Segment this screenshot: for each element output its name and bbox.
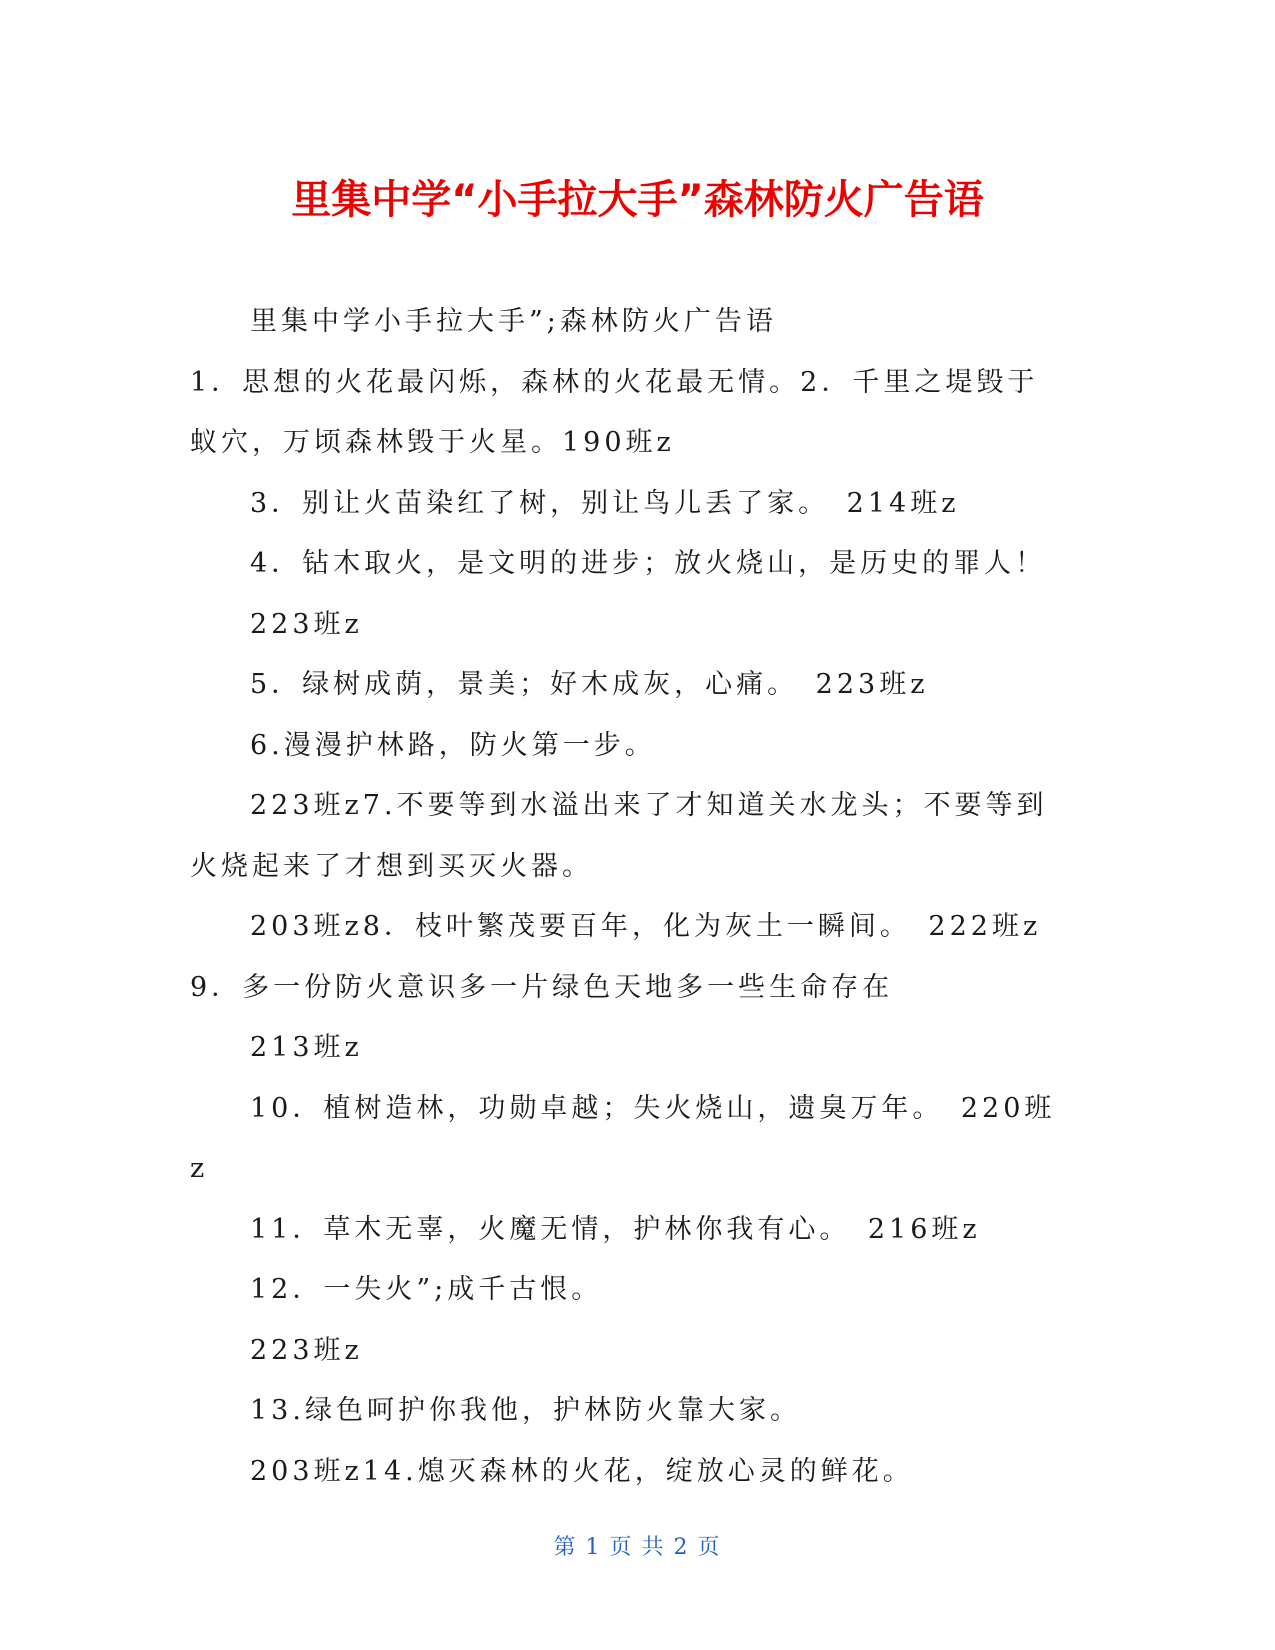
paragraph: 11．草木无辜，火魔无情，护林你我有心。 216班z xyxy=(250,1213,981,1245)
paragraph: 223班z xyxy=(250,608,363,640)
paragraph: 10．植树造林，功勋卓越；失火烧山，遗臭万年。 220班z xyxy=(190,1092,1056,1184)
paragraph: 4．钻木取火，是文明的进步；放火烧山，是历史的罪人！ xyxy=(250,548,1047,579)
footer-page-label: 第 xyxy=(553,1535,578,1560)
footer-total-label: 共 xyxy=(641,1535,666,1560)
footer-total-pages: 2 xyxy=(673,1535,690,1560)
paragraph: 3．别让火苗染红了树，别让鸟儿丢了家。 214班z xyxy=(250,487,960,519)
paragraph: 213班z xyxy=(250,1032,363,1063)
page-footer xyxy=(0,1530,1275,1561)
paragraph: 223班z xyxy=(250,1334,363,1366)
paragraph: 203班z14.熄灭森林的火花，绽放心灵的鲜花。 xyxy=(250,1455,914,1487)
footer-page-unit: 页 xyxy=(609,1535,634,1560)
paragraph: 9．多一份防火意识多一片绿色天地多一些生命存在 xyxy=(190,971,894,1003)
footer-total-unit: 页 xyxy=(697,1535,722,1560)
paragraph: 1．思想的火花最闪烁，森林的火花最无情。2．千里之堤毁于蚁穴，万顷森林毁于火星。190班z xyxy=(190,366,1039,458)
paragraph: 203班z8．枝叶繁茂要百年，化为灰土一瞬间。 222班z xyxy=(250,911,1042,942)
paragraph: 223班z7.不要等到水溢出来了才知道关水龙头；不要等到火烧起来了才想到买灭火器。 xyxy=(190,790,1048,882)
document-title: 里集中学“小手拉大手”森林防火广告语 xyxy=(291,177,984,223)
paragraph: 6.漫漫护林路，防火第一步。 xyxy=(250,729,656,761)
paragraph: 12．一失火”;成千古恨。 xyxy=(250,1274,603,1305)
paragraph: 里集中学小手拉大手”;森林防火广告语 xyxy=(250,306,777,337)
document-body xyxy=(190,292,1060,1502)
footer-current-page: 1 xyxy=(585,1535,602,1560)
paragraph: 13.绿色呵护你我他，护林防火靠大家。 xyxy=(250,1395,801,1426)
paragraph: 5．绿树成荫，景美；好木成灰，心痛。 223班z xyxy=(250,669,929,700)
